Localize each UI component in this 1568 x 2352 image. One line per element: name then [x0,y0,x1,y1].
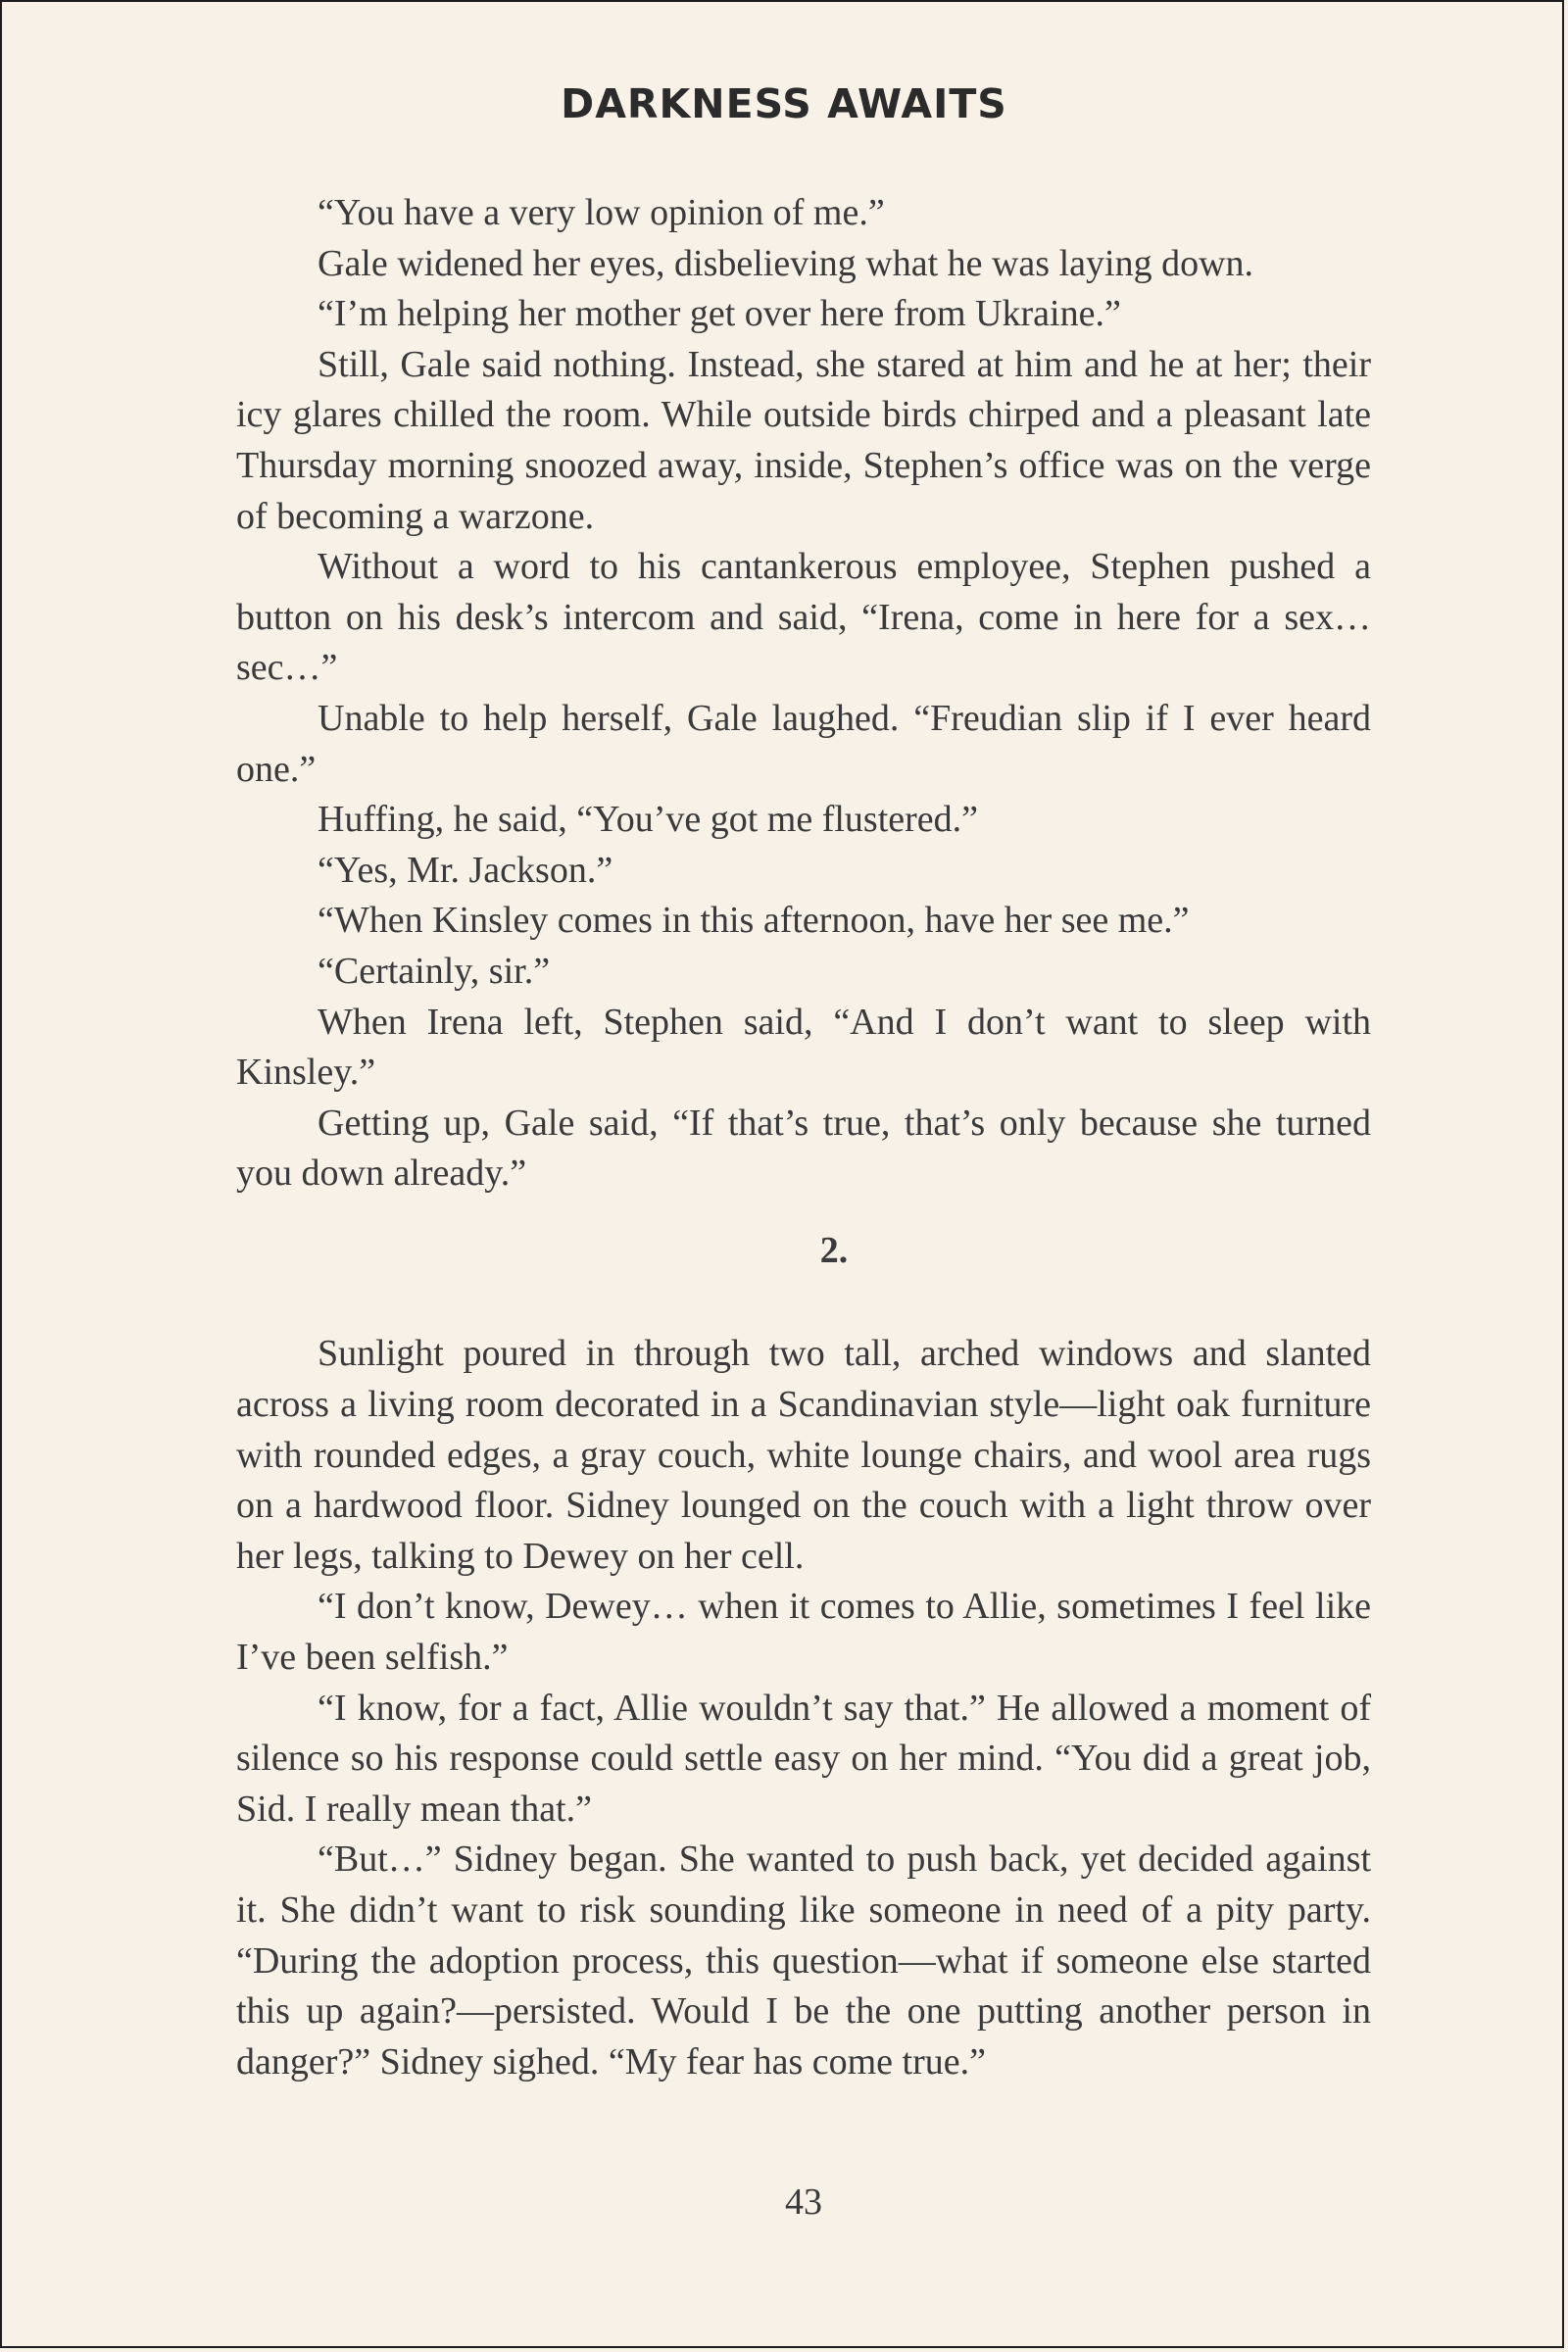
paragraph: When Irena left, Stephen said, “And I don’t want to sleep with Kinsley.” [236,1001,1371,1094]
paragraph: “I don’t know, Dewey… when it comes to Allie, sometimes I feel like I’ve been selfish.” [236,1586,1371,1679]
page-number: 43 [785,2181,822,2223]
chapter-number: 2. [819,1229,849,1271]
paragraph: “But…” Sidney began. She wanted to push back, yet decided against it. She didn’t want to risk sounding like someone in need of a pity party. “During the adoption process, this question—what if someone else started this up again?—persisted. Would I be the one putting another person in danger?” Sidney sighed. “My fear has come true.” [236,1838,1371,2082]
paragraph: Gale widened her eyes, disbelieving what he was laying down. [318,242,1254,284]
paragraph: Getting up, Gale said, “If that’s true, that’s only because she turned you down already.” [236,1102,1371,1195]
body-text [236,188,1371,2087]
paragraph: Unable to help herself, Gale laughed. “Freudian slip if I ever heard one.” [236,697,1371,790]
paragraph: Huffing, he said, “You’ve got me flustered.” [318,799,979,841]
paragraph: “I’m helping her mother get over here from Ukraine.” [318,293,1121,335]
paragraph: Still, Gale said nothing. Instead, she stared at him and he at her; their icy glares chilled the room. While outside birds chirped and a pleasant late Thursday morning snoozed away, inside, Stephen’s office was on the verge of becoming a warzone. [236,343,1371,537]
paragraph: “I know, for a fact, Allie wouldn’t say that.” He allowed a moment of silence so his response could settle easy on her mind. “You did a great job, Sid. I really mean that.” [236,1687,1371,1830]
paragraph: Sunlight poured in through two tall, arched windows and slanted across a living room decorated in a Scandinavian style—light oak furniture with rounded edges, a gray couch, white lounge chairs, and wool area rugs on a hardwood floor. Sidney lounged on the couch with a light throw over her legs, talking to Dewey on her cell. [236,1333,1371,1577]
running-head-title: DARKNESS AWAITS [561,80,1007,127]
paragraph: “When Kinsley comes in this afternoon, have her see me.” [318,900,1190,942]
paragraph: Without a word to his cantankerous employee, Stephen pushed a button on his desk’s intercom and said, “Irena, come in here for a sex… sec…” [236,546,1371,689]
paragraph: “Certainly, sir.” [318,950,551,992]
paragraph: “Yes, Mr. Jackson.” [318,849,613,891]
paragraph: “You have a very low opinion of me.” [318,192,885,233]
